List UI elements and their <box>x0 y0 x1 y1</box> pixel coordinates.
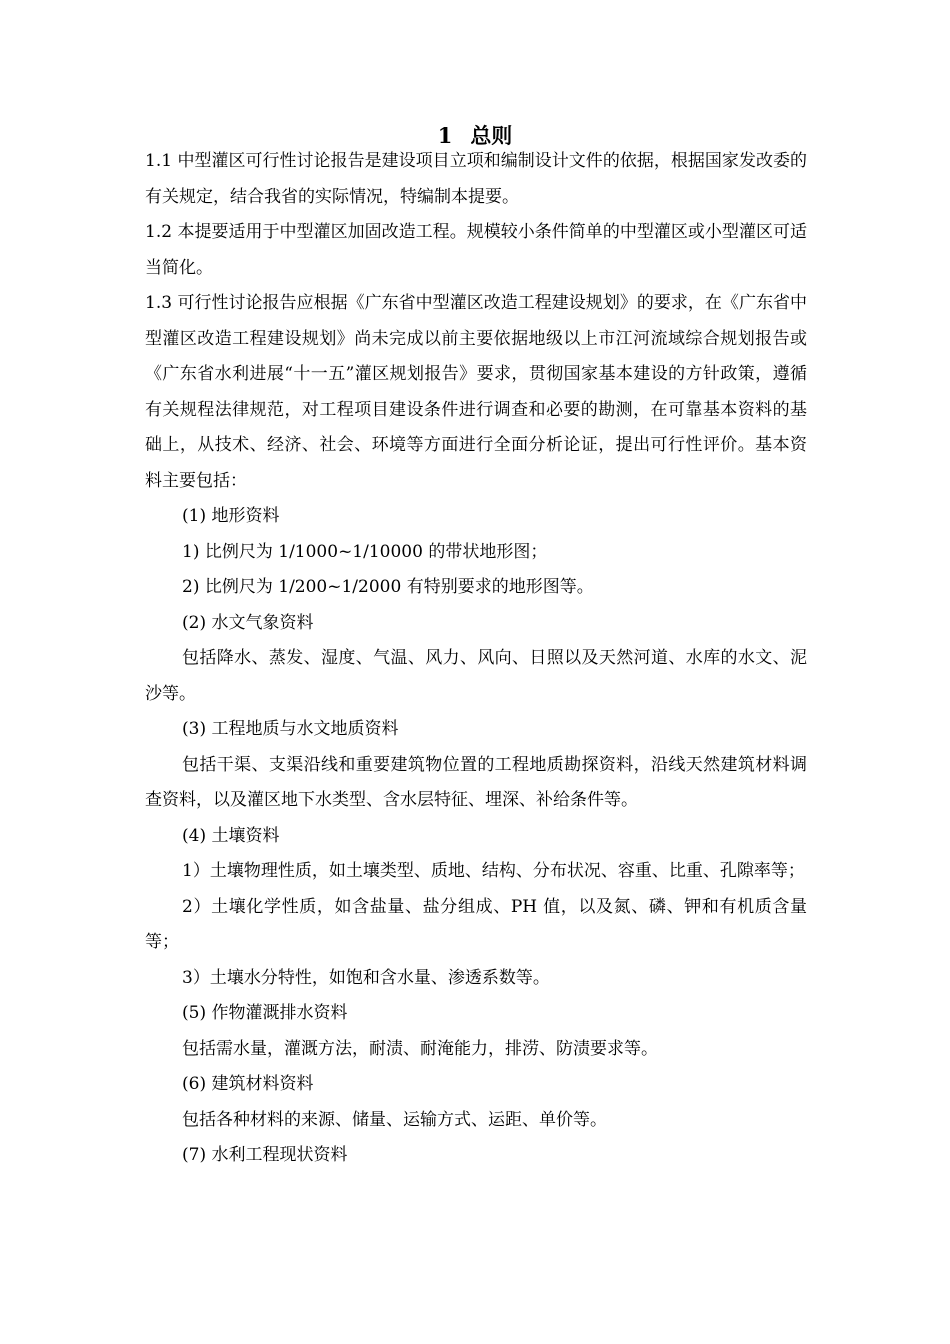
item-heading-irrigation: (5) 作物灌溉排水资料 <box>182 1003 348 1023</box>
item-description: 包括降水、蒸发、湿度、气温、风力、风向、日照以及天然河道、水库的水文、泥沙等。 <box>145 648 807 704</box>
section-number: 1 <box>437 123 453 148</box>
item-heading-hydrology: (2) 水文气象资料 <box>182 612 314 633</box>
list-item: 3）土壤水分特性，如饱和含水量、渗透系数等。 <box>182 967 550 988</box>
list-item: 1) 比例尺为 1/1000~1/10000 的带状地形图； <box>182 541 548 562</box>
list-item: 2）土壤化学性质，如含盐量、盐分组成、PH 值，以及氮、磷、钾和有机质含量等； <box>145 896 807 952</box>
item-description: 包括干渠、支渠沿线和重要建筑物位置的工程地质勘探资料，沿线天然建筑材料调查资料，以及灌区地下水类型、含水层特征、埋深、补给条件等。 <box>145 754 807 810</box>
item-heading-geology: (3) 工程地质与水文地质资料 <box>182 719 399 739</box>
list-item: 1）土壤物理性质，如土壤类型、质地、结构、分布状况、容重、比重、孔隙率等； <box>182 861 805 881</box>
section-heading-text: 总则 <box>470 123 513 148</box>
clause-1-2: 1.2 本提要适用于中型灌区加固改造工程。规模较小条件简单的中型灌区或小型灌区可适当简化。 <box>145 222 807 278</box>
item-description: 包括需水量，灌溉方法，耐渍、耐淹能力，排涝、防渍要求等。 <box>182 1038 658 1059</box>
item-heading-existing-works: (7) 水利工程现状资料 <box>182 1145 348 1165</box>
item-heading-topography: (1) 地形资料 <box>182 506 280 526</box>
document-body <box>145 144 807 1174</box>
list-item: 2) 比例尺为 1/200~1/2000 有特别要求的地形图等。 <box>182 577 594 597</box>
item-heading-materials: (6) 建筑材料资料 <box>182 1074 314 1094</box>
item-heading-soil: (4) 土壤资料 <box>182 825 280 846</box>
item-description: 包括各种材料的来源、储量、运输方式、运距、单价等。 <box>182 1109 607 1130</box>
clause-1-3: 1.3 可行性讨论报告应根据《广东省中型灌区改造工程建设规划》的要求，在《广东省中型灌区改造工程建设规划》尚未完成以前主要依据地级以上市江河流域综合规划报告或《广东省水利进展“十一五”灌区规划报告》要求，贯彻国家基本建设的方针政策，遵循有关规程法律规范，对工程项目建设条件进行调查和必要的勘测，在可靠基本资料的基础上，从技术、经济、社会、环境等方面进行全面分析论证，提出可行性评价。基本资料主要包括： <box>145 293 807 491</box>
clause-1-1: 1.1 中型灌区可行性讨论报告是建设项目立项和编制设计文件的依据，根据国家发改委的有关规定，结合我省的实际情况，特编制本提要。 <box>145 151 807 207</box>
